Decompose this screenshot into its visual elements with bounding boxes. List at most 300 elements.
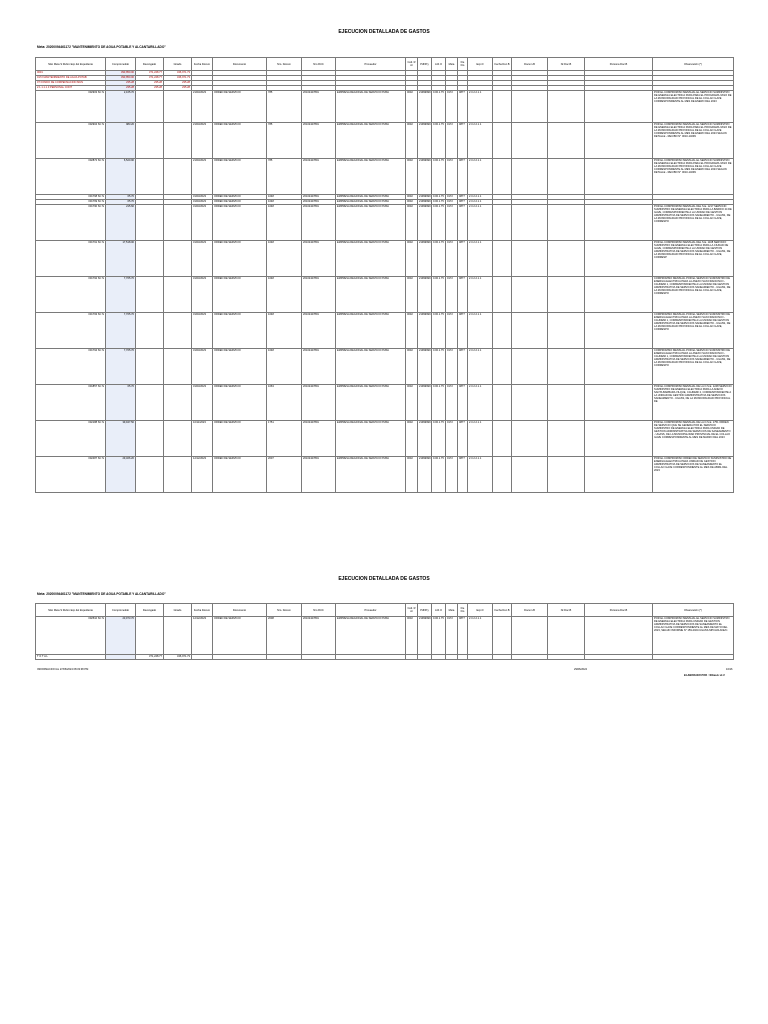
table-row <box>36 91 734 123</box>
column-header: Proveedor <box>336 58 406 71</box>
aro-cell: 0.00.1.75 <box>433 200 444 203</box>
meta-cell: 0172 <box>446 205 458 241</box>
empty-cell <box>458 655 468 660</box>
column-header: Docum.B <box>512 604 548 617</box>
empty-cell <box>548 385 585 421</box>
cod-cell: 0002 <box>406 617 418 655</box>
footer-page: 16/16 <box>726 668 733 671</box>
column-header: Comprometido <box>106 604 136 617</box>
comprometido-cell: 983.20 <box>106 123 136 159</box>
fte-cell: 0877 <box>458 385 468 421</box>
empty-cell <box>512 159 548 195</box>
empty-cell <box>512 241 548 277</box>
comprometido-cell: 17,518.00 <box>106 241 136 277</box>
meta-cell: 0172 <box>446 421 458 457</box>
empty-cell <box>418 655 432 660</box>
exp-d-cell: 2.3.2.2.1.1 <box>468 91 493 123</box>
table-row <box>36 123 734 159</box>
proveedor-cell: EMPRESA REGIONAL DE SERVICIO PUBLI <box>336 91 406 123</box>
aro-cell: 0.00.1.75 <box>432 91 446 123</box>
comprometido-cell: 39,947.50 <box>106 421 136 457</box>
empty-cell <box>493 457 512 493</box>
proveedor-cell: EMPRESA REGIONAL DE SERVICIO PUBLI <box>336 205 406 241</box>
cod-cell: 0002 <box>406 205 418 241</box>
proveedor-cell: EMPRESA REGIONAL DE SERVICIO PUBLI <box>336 159 406 195</box>
empty-cell <box>585 205 653 241</box>
proveedor-cell: EMPRESA REGIONAL DE SERVICIO PUBLI <box>336 313 406 349</box>
documento-cell: ORDEN DE SERVICIO <box>213 159 267 195</box>
girado-cell <box>164 205 192 241</box>
empty-cell <box>512 91 548 123</box>
aro-cell: 0.00.1.75 <box>432 205 446 241</box>
expediente-cell: 001768 SC N <box>36 195 106 200</box>
proveedor-cell: EMPRESA REGIONAL DE SERVICIO PUBLI <box>336 421 406 457</box>
exp-d-cell: 2.3.2.2.1.1 <box>468 277 493 313</box>
pdf-cell: 21999999 <box>418 205 432 241</box>
observacion-cell: COMPROMISO MENSUAL POR EL SERVICIO SUMINISTRO DE ENERGIA ELECTRICA PARA LA ANEXO SAN FRANCISCO - CAUDEMI 1, CORRESPONDIENTE A LA UNIDAD DE GESTION ADMINISTRATIVA DE SERVICIOS SANEAMIENTO - UGASS, DE LA MUNICIPALIDAD PROVINCIAL DE EL COLLAO ILAVE, CORRESPO <box>653 349 734 385</box>
summary-devengado: 371,248.77 <box>136 76 164 81</box>
expediente-cell: 002904 SC N <box>36 123 106 159</box>
summary-label: 07 FONDO DE COMPENSACION MUN <box>36 81 106 86</box>
report-title-page2: EJECUCION DETALLADA DE GASTOS <box>338 576 430 582</box>
empty-cell <box>548 421 585 457</box>
table-row <box>36 385 734 421</box>
pdf-cell: 21999999 <box>419 200 431 203</box>
aro-cell: 0.00.1.75 <box>432 123 446 159</box>
comprometido-cell: 65.70 <box>106 385 136 421</box>
footer-info: INFORMACION AL 27/06/2024 08:33:38 PM <box>37 668 89 671</box>
table-header-row <box>36 58 734 71</box>
empty-cell <box>585 655 653 660</box>
fecha-cell: 12/12/2023 <box>192 617 213 655</box>
column-header: Nro RUC <box>302 58 336 71</box>
comprometido-cell: 23,973.70 <box>106 617 136 655</box>
comprometido-cell: 7,765.70 <box>106 313 136 349</box>
column-header: Devengado <box>136 604 164 617</box>
ruc-cell: 20102427891 <box>302 200 336 205</box>
observacion-cell: POR EL COMPROMISO MENSUAL DE LA O.S.E. 1248 SERVICIO SUMINISTRO DE ENERGIA ELECTRICA PARA LA ANEXO SANTA BARBARA VILQUE, CAUDEMI 2, CORRESPONDIENTE A LA UNIDAD DE GESTION ADMINISTRATIVA DE SERVICIOS SANEAMIENTO - UGASS, DE LA MUNICIPALIDAD PROVINCIAL DE <box>653 385 734 421</box>
documento-cell: ORDEN DE SERVICIO <box>213 205 267 241</box>
empty-cell <box>548 123 585 159</box>
column-header: Cod. R Ar <box>406 604 418 617</box>
documento-cell: ORDEN DE SERVICIO <box>213 421 267 457</box>
expediente-cell: 001857 SC N <box>36 385 106 421</box>
column-header: Meta <box>446 58 458 71</box>
meta-cell: 0172 <box>446 349 458 385</box>
documento-cell: ORDEN DE SERVICIO <box>213 277 267 313</box>
ruc-cell: 20102427891 <box>302 313 336 349</box>
column-header: Pdf/Pry <box>418 604 432 617</box>
table-row <box>36 349 734 385</box>
empty-cell <box>512 123 548 159</box>
fecha-cell: 21/03/2023 <box>192 123 213 159</box>
comprometido-cell: 2,165.70 <box>106 91 136 123</box>
empty-cell <box>493 91 512 123</box>
ruc-cell: 20102427891 <box>302 421 336 457</box>
summary-label: 0172 MANTENIMIENTO DE AGUA POTAB <box>36 76 106 81</box>
empty-cell <box>336 655 406 660</box>
fte-cell: 0877 <box>458 349 468 385</box>
meta-cell: 0172 <box>446 159 458 195</box>
empty-cell <box>267 655 302 660</box>
nro-docum-cell: 2007 <box>267 457 302 493</box>
total-girado: 346,971.73 <box>164 655 192 660</box>
table-row <box>36 159 734 195</box>
empty-cell <box>585 457 653 493</box>
column-header: A.R.O <box>432 58 446 71</box>
documento-cell: ORDEN DE SERVICIO <box>213 200 267 205</box>
summary-comprometido: 235.28 <box>106 86 136 91</box>
column-header: Girado <box>164 604 192 617</box>
nro-docum-cell: 785 <box>267 123 302 159</box>
column-header: Exp.D <box>468 604 493 617</box>
fte-cell: 0877 <box>458 159 468 195</box>
fecha-cell: 31/03/2023 <box>192 277 213 313</box>
empty-cell <box>512 457 548 493</box>
column-header: Docum.B <box>512 58 548 71</box>
ruc-cell: 20102427891 <box>302 123 336 159</box>
comprometido-cell: 65.70 <box>106 200 136 205</box>
meta-cell: 0172 <box>446 617 458 655</box>
empty-cell <box>585 159 653 195</box>
column-header: Nr.Doc.B <box>548 58 585 71</box>
documento-cell: ORDEN DE SERVICIO <box>213 195 267 200</box>
cod-cell: 0002 <box>406 277 418 313</box>
exp-d-cell: 2.3.2.2.1.1 <box>468 205 493 241</box>
report-title: EJECUCION DETALLADA DE GASTOS <box>338 29 430 35</box>
girado-cell <box>164 277 192 313</box>
column-header: A.R.O <box>432 604 446 617</box>
proveedor-cell: EMPRESA REGIONAL DE SERVICIO PUBLI <box>336 277 406 313</box>
expediente-cell: 002188 SC N <box>36 421 106 457</box>
empty-cell <box>585 617 653 655</box>
column-header: Devengado <box>136 58 164 71</box>
column-header: Persona Doc.B <box>585 604 653 617</box>
empty-cell <box>493 349 512 385</box>
column-header: Fte Fto <box>458 58 468 71</box>
exp-d-cell: 2.3.2.2.1.1 <box>468 349 493 385</box>
empty-cell <box>512 385 548 421</box>
summary-comprometido: 393,850.00 <box>106 76 136 81</box>
table-header-row <box>36 604 734 617</box>
summary-comprometido: 235.28 <box>106 81 136 86</box>
expediente-cell: 001791 SC N <box>36 241 106 277</box>
empty-cell <box>493 655 512 660</box>
meta-label-page2: Meta: 20200094461172 "MANTENIMIENTO DE AGUA POTABLE Y ALCANTARILLADO" <box>37 592 166 596</box>
fecha-cell: 31/03/2023 <box>192 349 213 385</box>
empty-cell <box>302 655 336 660</box>
column-header: Cod. R Ar <box>406 58 418 71</box>
devengado-cell <box>136 91 164 123</box>
empty-cell <box>512 205 548 241</box>
pdf-cell: 21999999 <box>418 241 432 277</box>
column-header: Exp.D <box>468 58 493 71</box>
aro-cell: 0.00.1.75 <box>432 421 446 457</box>
comprometido-cell: 29,466.20 <box>106 457 136 493</box>
meta-cell: 0172 <box>446 385 458 421</box>
column-header: Fecha Docum <box>192 604 213 617</box>
nro-docum-cell: 1048 <box>267 205 302 241</box>
expediente-cell: 001794 SC N <box>36 349 106 385</box>
devengado-cell <box>136 349 164 385</box>
empty-cell <box>548 313 585 349</box>
nro-docum-cell: 1048 <box>267 200 302 205</box>
nro-docum-cell: 2008 <box>267 617 302 655</box>
girado-cell <box>164 123 192 159</box>
summary-devengado: 235.28 <box>136 86 164 91</box>
empty-cell <box>585 349 653 385</box>
total-comprometido <box>106 655 136 660</box>
comprometido-cell: 6,520.90 <box>106 159 136 195</box>
girado-cell <box>164 241 192 277</box>
devengado-cell <box>136 123 164 159</box>
observacion-cell: COMPROMISO MENSUAL POR EL SERVICIO SUMINISTRO DE ENERGIA ELECTRICA PARA LA ANEXO SAN FRANCISCO - CAUDEMI 1, CORRESPONDIENTE A LA UNIDAD DE GESTION ADMINISTRATIVA DE SERVICIOS SANEAMIENTO - UGASS, DE LA MUNICIPALIDAD PROVINCIAL DE EL COLLAO ILAVE, CORRESPO <box>653 313 734 349</box>
pdf-cell: 21999999 <box>418 617 432 655</box>
documento-cell: ORDEN DE SERVICIO <box>213 313 267 349</box>
empty-cell <box>585 91 653 123</box>
exp-d-cell: 2.3.2.2.1.1 <box>468 313 493 349</box>
cod-cell: 0002 <box>406 313 418 349</box>
aro-cell: 0.00.1.75 <box>432 385 446 421</box>
empty-cell <box>493 313 512 349</box>
empty-cell <box>512 617 548 655</box>
pdf-cell: 21999999 <box>418 123 432 159</box>
column-header: Fecha Doc.B <box>493 604 512 617</box>
aro-cell: 0.00.1.75 <box>432 457 446 493</box>
proveedor-cell: EMPRESA REGIONAL DE SERVICIO PUBLI <box>336 457 406 493</box>
girado-cell <box>164 457 192 493</box>
empty-cell <box>432 655 446 660</box>
empty-cell <box>446 655 458 660</box>
observacion-cell: POR EL COMPROMISO MENSUAL EL SERVICIO SUMINISTRO DE ENERGIA ELECTRICA PARA UNIDAD DE GESTION ADMINISTRATIVA DE SERVICIOS DE SANEAMIENTO EL COLLAO ILAVE CORRESPONDIENTE AL MES DE MAYO DEL 2023, SEGUN INFORME N° 159-2023-UGASS-MPCH/ILAVE/C. <box>653 617 734 655</box>
observacion-cell: POR EL COMPROMISO MENSUAL EL SERVICIO SUMINISTRO DE ENERGIA ELECTRICA PARA PARA EL PROGRAMA VASO DE LA MUNICIPALIDAD PROVINCIAL DE EL COLLAO ILAVE CORRESPONDIENTE AL MES DE ENERO DEL 2023 SEGUN DETALLE - RECIBO N° 0010-14099 <box>653 123 734 159</box>
documento-cell: ORDEN DE SERVICIO <box>213 349 267 385</box>
documento-cell: ORDEN DE SERVICIO <box>213 457 267 493</box>
total-label: T O T A L <box>36 655 106 660</box>
proveedor-cell: EMPRESA REGIONAL DE SERVICIO PUBLI <box>336 195 406 200</box>
empty-cell <box>493 159 512 195</box>
empty-cell <box>493 617 512 655</box>
expediente-cell: 002510 SC N <box>36 617 106 655</box>
summary-comprometido: 393,850.00 <box>106 71 136 76</box>
cod-cell: 0002 <box>406 195 418 200</box>
nro-docum-cell: 785 <box>267 91 302 123</box>
nro-docum-cell: 1048 <box>267 313 302 349</box>
ruc-cell: 20102427891 <box>302 349 336 385</box>
table-row <box>36 313 734 349</box>
fecha-cell: 31/03/2023 <box>192 313 213 349</box>
nro-docum-cell: 1063 <box>267 385 302 421</box>
empty-cell <box>512 313 548 349</box>
expense-table-page2 <box>35 603 734 660</box>
meta-cell: 0172 <box>446 241 458 277</box>
pdf-cell: 21999999 <box>418 385 432 421</box>
comprometido-cell: 215.60 <box>106 205 136 241</box>
empty-cell <box>493 385 512 421</box>
documento-cell: ORDEN DE SERVICIO <box>213 241 267 277</box>
fecha-cell: 31/03/2023 <box>192 385 213 421</box>
empty-cell <box>548 241 585 277</box>
fecha-cell: 21/03/2023 <box>192 159 213 195</box>
aro-cell: 0.00.1.75 <box>433 195 444 198</box>
devengado-cell <box>136 421 164 457</box>
empty-cell <box>653 655 734 660</box>
expediente-cell: 001792 SC N <box>36 277 106 313</box>
observacion-cell: POR EL COMPROMISO MENSUAL DE LA O.S.E. 1751 ORDEN DE SERVICIO QUE SE GENERA POR EL SERVICIO SUMINISTRO DE ENERGIA ELECTRICA PARA UNIDAD DE GESTION ADMINISTRATIVA DE SERVICIOS DE SANEAMIENTO - UGASS, DE LA MUNICIPALIDAD PROVINCIAL DE EL COLLAO ILAVE CORRESPONDIENTE AL MES DE MARZO DEL 2023 <box>653 421 734 457</box>
comprometido-cell: 7,765.70 <box>106 277 136 313</box>
column-header: Proveedor <box>336 604 406 617</box>
exp-d-cell: 2.3.2.2.1.1 <box>468 159 493 195</box>
meta-cell: 0172 <box>446 200 458 205</box>
proveedor-cell: EMPRESA REGIONAL DE SERVICIO PUBLI <box>336 349 406 385</box>
aro-cell: 0.00.1.75 <box>432 159 446 195</box>
cod-cell: 0002 <box>406 421 418 457</box>
observacion-cell: POR EL COMPROMISO MENSUAL DEL S.E. 1217 SERVICIO SUMINISTRO DE ENERGIA ELECTRICA PARA LA BARRIO 24 DE ILAVE, CORRESPONDIENTE A LA UNIDAD DE GESTION ADMINISTRATIVA DE SERVICIOS SANEAMIENTO - UGASS, DE LA MUNICIPALIDAD PROVINCIAL DE EL COLLAO ILAVE, CORRESPO <box>653 205 734 241</box>
comprometido-cell: 7,765.70 <box>106 349 136 385</box>
column-header: Documento <box>213 58 267 71</box>
documento-cell: ORDEN DE SERVICIO <box>213 123 267 159</box>
girado-cell <box>164 349 192 385</box>
table-row <box>36 617 734 655</box>
table-row <box>36 241 734 277</box>
empty-cell <box>548 205 585 241</box>
column-header: Observación (*) <box>653 58 734 71</box>
observacion-cell: POR EL COMPROMISO MENSUAL DEL S.E. 1108 SERVICIO SUMINISTRO DE ENERGIA ELECTRICA PARA LA CIUDAD DE ILAVE, CORRESPONDIENTE A LA UNIDAD DE GESTION ADMINISTRATIVA DE SERVICIOS SANEAMIENTO - UGASS, DE LA MUNICIPALIDAD PROVINCIAL DE EL COLLAO ILAVE, CORRESP <box>653 241 734 277</box>
observacion-cell: POR EL COMPROMISO MENSUAL EL SERVICIO SUMINISTRO DE ENERGIA ELECTRICA PARA PARA EL PROGRAMA VASO DE LA MUNICIPALIDAD PROVINCIAL DE EL COLLAO ILAVE CORRESPONDIENTE AL MES DE ENERO DEL 2023 SEGUN DETALLE - RECIBO N° 0010-14099 <box>653 159 734 195</box>
cod-cell: 0002 <box>406 200 418 205</box>
girado-cell <box>164 159 192 195</box>
girado-cell <box>164 385 192 421</box>
total-devengado: 371,248.77 <box>136 655 164 660</box>
proveedor-cell: EMPRESA REGIONAL DE SERVICIO PUBLI <box>336 123 406 159</box>
ruc-cell: 20102427891 <box>302 457 336 493</box>
summary-girado: 235.28 <box>164 86 192 91</box>
empty-cell <box>493 205 512 241</box>
column-header: Sitio Meta S Rubro Exp del Expediente <box>36 58 106 71</box>
pdf-cell: 21999999 <box>418 421 432 457</box>
empty-cell <box>512 349 548 385</box>
ruc-cell: 20102427891 <box>302 617 336 655</box>
expediente-cell: 002903 SC N <box>36 91 106 123</box>
meta-cell: 0172 <box>446 457 458 493</box>
cod-cell: 0002 <box>406 385 418 421</box>
ruc-cell: 20102427891 <box>302 195 336 200</box>
girado-cell <box>164 617 192 655</box>
total-row <box>36 655 734 660</box>
empty-cell <box>512 421 548 457</box>
column-header: Meta <box>446 604 458 617</box>
pdf-cell: 21999999 <box>418 457 432 493</box>
pdf-cell: 21999999 <box>418 277 432 313</box>
meta-cell: 0172 <box>446 313 458 349</box>
exp-d-cell: 2.3.2.2.1.1 <box>468 123 493 159</box>
ruc-cell: 20102427891 <box>302 277 336 313</box>
column-header: Fte Fto <box>458 604 468 617</box>
fte-cell: 0877 <box>458 617 468 655</box>
expense-table <box>35 57 734 493</box>
empty-cell <box>512 277 548 313</box>
summary-girado: 346,971.73 <box>164 71 192 76</box>
fecha-cell: 10/11/2023 <box>192 421 213 457</box>
devengado-cell <box>136 385 164 421</box>
empty-cell <box>585 241 653 277</box>
pdf-cell: 21999999 <box>418 349 432 385</box>
fecha-cell: 21/03/2023 <box>192 91 213 123</box>
proveedor-cell: EMPRESA REGIONAL DE SERVICIO PUBLI <box>336 385 406 421</box>
empty-cell <box>548 617 585 655</box>
empty-cell <box>468 655 493 660</box>
empty-cell <box>548 159 585 195</box>
devengado-cell <box>136 617 164 655</box>
summary-label: 0001 <box>36 71 106 76</box>
ruc-cell: 20102427891 <box>302 159 336 195</box>
column-header: Fecha Docum <box>192 58 213 71</box>
empty-cell <box>585 313 653 349</box>
column-header: Girado <box>164 58 192 71</box>
empty-cell <box>493 277 512 313</box>
table-row <box>36 277 734 313</box>
empty-cell <box>493 123 512 159</box>
comprometido-cell: 65.70 <box>106 195 136 200</box>
table-row <box>36 205 734 241</box>
documento-cell: ORDEN DE SERVICIO <box>213 617 267 655</box>
devengado-cell <box>136 241 164 277</box>
column-header: Nr.Doc.B <box>548 604 585 617</box>
table-row <box>36 421 734 457</box>
exp-d-cell: 2.3.2.2.1.1 <box>468 385 493 421</box>
empty-cell <box>406 655 418 660</box>
expediente-cell: 002487 SC N <box>36 457 106 493</box>
empty-cell <box>548 91 585 123</box>
aro-cell: 0.00.1.75 <box>432 617 446 655</box>
ruc-cell: 20102427891 <box>302 91 336 123</box>
fecha-cell: 31/03/2023 <box>192 200 213 205</box>
column-header: Sitio Meta S Rubro Exp del Expediente <box>36 604 106 617</box>
fte-cell: 0877 <box>458 241 468 277</box>
table-row <box>36 457 734 493</box>
fte-cell: 0877 <box>458 313 468 349</box>
nro-docum-cell: 785 <box>267 159 302 195</box>
column-header: Nro. Docum <box>267 604 302 617</box>
summary-label: 2.1.1.1.1.3 PERSONAL CONT <box>36 86 106 91</box>
exp-d-cell: 2.3.2.2.1.1 <box>468 617 493 655</box>
devengado-cell <box>136 159 164 195</box>
fte-cell: 0877 <box>458 195 468 200</box>
empty-cell <box>585 421 653 457</box>
expediente-cell: 001790 SC N <box>36 205 106 241</box>
cod-cell: 0002 <box>406 457 418 493</box>
column-header: Documento <box>213 604 267 617</box>
fte-cell: 0877 <box>458 457 468 493</box>
exp-d-cell: 2.3.2.2.1.1 <box>468 195 493 200</box>
girado-cell <box>164 313 192 349</box>
observacion-cell: POR EL COMPROMISO MENSUAL EL SERVICIO SUMINISTRO DE ENERGIA ELECTRICA PARA PARA EL PROGRAMA VASO DE LA MUNICIPALIDAD PROVINCIAL DE EL COLLAO ILAVE CORRESPONDIENTE AL MES DE ENERO DEL 2023 <box>653 91 734 123</box>
proveedor-cell: EMPRESA REGIONAL DE SERVICIO PUBLI <box>336 241 406 277</box>
column-header: Persona Doc.B <box>585 58 653 71</box>
aro-cell: 0.00.1.75 <box>432 313 446 349</box>
summary-girado: 346,971.73 <box>164 76 192 81</box>
aro-cell: 0.00.1.75 <box>432 241 446 277</box>
summary-girado: 235.28 <box>164 81 192 86</box>
nro-docum-cell: 1048 <box>267 195 302 200</box>
meta-label: Meta: 20200094461172 "MANTENIMIENTO DE AGUA POTABLE Y ALCANTARILLADO" <box>37 45 166 49</box>
column-header: Observación (*) <box>653 604 734 617</box>
devengado-cell <box>136 205 164 241</box>
empty-cell <box>585 385 653 421</box>
column-header: Nro. Docum <box>267 58 302 71</box>
fte-cell: 0877 <box>458 277 468 313</box>
exp-d-cell: 2.3.2.2.1.1 <box>468 457 493 493</box>
